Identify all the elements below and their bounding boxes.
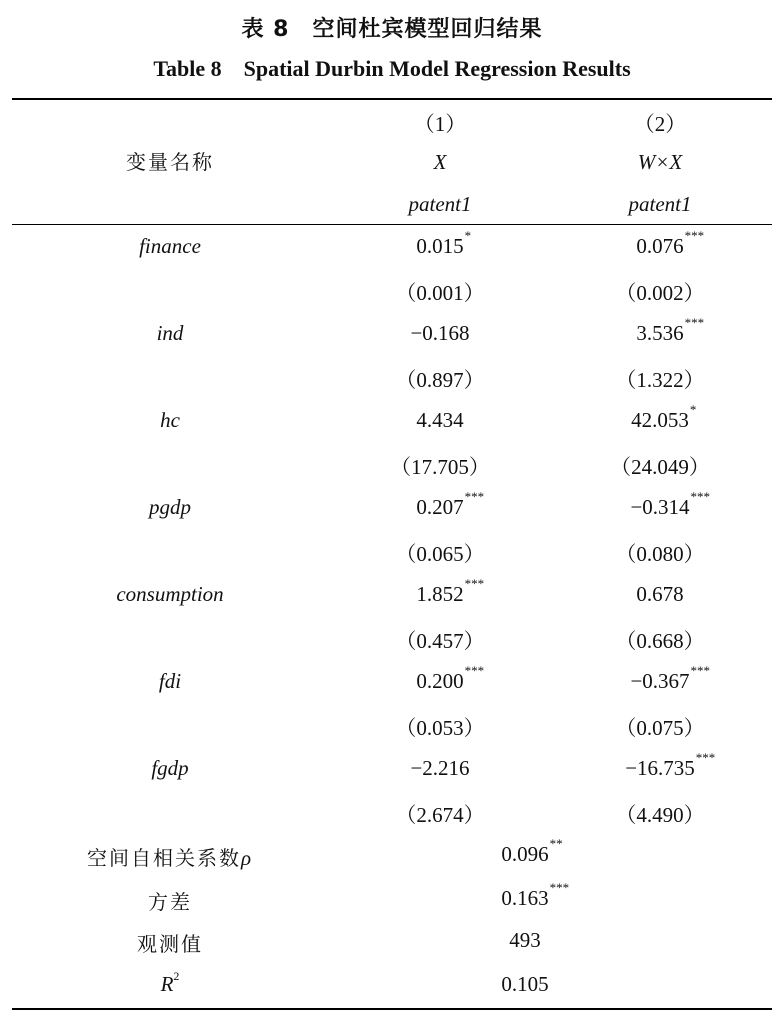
table-caption-en [0, 56, 784, 82]
variable-header: 变量名称 [126, 150, 214, 174]
coefficient-wx: 3.536 *** [636, 315, 705, 345]
std-error-wx: （0.002） [615, 281, 705, 305]
std-error-x: （0.065） [395, 542, 485, 566]
std-error-wx: （1.322） [615, 368, 705, 392]
variable-name: fgdp [151, 756, 189, 780]
header-rule [12, 224, 772, 225]
coefficient-wx: −16.735 *** [625, 750, 716, 780]
col1-symbol: X [433, 150, 447, 174]
variance-label: 方差 [148, 890, 192, 914]
std-error-x: （2.674） [395, 803, 485, 827]
variable-name: pgdp [149, 495, 191, 519]
std-error-x: （17.705） [390, 455, 490, 479]
top-rule [12, 98, 772, 100]
variable-name: ind [156, 321, 184, 345]
std-error-x: （0.053） [395, 716, 485, 740]
coefficient-x: 0.207 *** [416, 489, 485, 519]
table-number: Table 8 [153, 56, 222, 81]
coefficient-wx: −0.367 *** [630, 663, 711, 693]
coefficient-x: 4.434 [416, 408, 464, 432]
col2-dependent: patent1 [628, 192, 692, 216]
std-error-wx: （0.080） [615, 542, 705, 566]
coefficient-x: −0.168 [410, 321, 470, 345]
coefficient-wx: −0.314 *** [630, 489, 711, 519]
variable-name: consumption [116, 582, 224, 606]
col2-number: （2） [633, 112, 687, 136]
col1-dependent: patent1 [408, 192, 472, 216]
observations-label: 观测值 [137, 932, 203, 956]
std-error-wx: （0.075） [615, 716, 705, 740]
std-error-wx: （24.049） [610, 455, 710, 479]
observations-value: 493 [509, 928, 541, 952]
col1-number: （1） [413, 112, 467, 136]
coefficient-x: 0.015 * [416, 228, 472, 258]
coefficient-x: −2.216 [410, 756, 470, 780]
coefficient-wx: 0.076 *** [636, 228, 705, 258]
std-error-x: （0.457） [395, 629, 485, 653]
col2-symbol: W×X [637, 150, 683, 174]
std-error-x: （0.001） [395, 281, 485, 305]
std-error-wx: （4.490） [615, 803, 705, 827]
coefficient-wx: 0.678 [636, 582, 684, 606]
rho-label: 空间自相关系数ρ [86, 846, 254, 870]
r-squared-value: 0.105 [501, 972, 549, 996]
rho-value: 0.096 ** [501, 836, 563, 866]
table-title: Spatial Durbin Model Regression Results [243, 56, 631, 81]
coefficient-x: 0.200 *** [416, 663, 485, 693]
coefficient-x: 1.852 *** [416, 576, 485, 606]
bottom-rule [12, 1008, 772, 1010]
variance-value: 0.163 *** [501, 880, 570, 910]
variable-name: finance [139, 234, 201, 258]
table-caption-cn: 表 8 空间杜宾模型回归结果 [241, 17, 543, 42]
coefficient-wx: 42.053 * [631, 402, 697, 432]
variable-name: fdi [158, 669, 182, 693]
std-error-x: （0.897） [395, 368, 485, 392]
variable-name: hc [160, 408, 180, 432]
r-squared-label: $R^2$ [160, 969, 180, 996]
std-error-wx: （0.668） [615, 629, 705, 653]
